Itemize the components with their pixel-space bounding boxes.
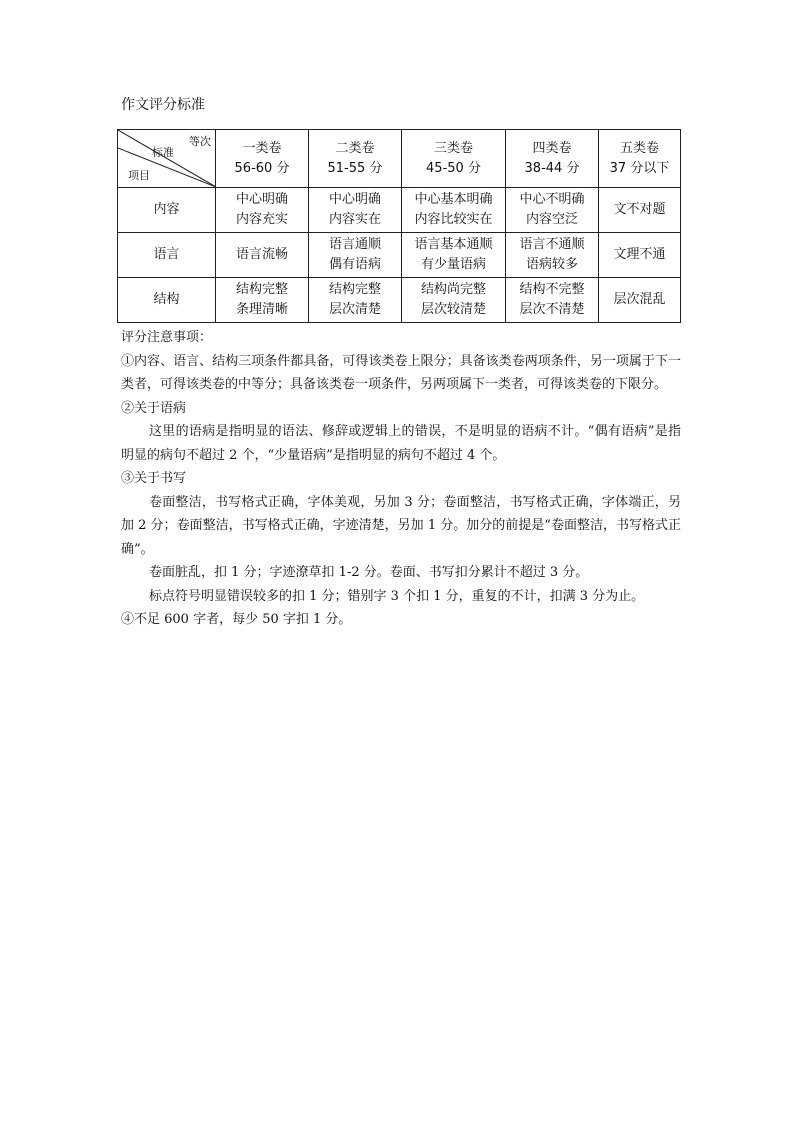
table-row [118, 233, 681, 278]
table-cell: 中心明确 内容实在 [309, 188, 402, 233]
header-row [118, 130, 681, 188]
table-row [118, 278, 681, 323]
note-3-title: ③关于书写 [121, 471, 187, 486]
table-cell: 结构完整 条理清晰 [216, 278, 309, 323]
table-cell: 文不对题 [599, 188, 681, 233]
corner-cell [118, 130, 216, 188]
table-cell: 层次混乱 [599, 278, 681, 323]
note-3-body: 卷面脏乱，扣 1 分；字迹潦草扣 1-2 分。卷面、书写扣分累计不超过 3 分。 [149, 565, 589, 580]
note-3-body: 卷面整洁，书写格式正确，字体美观，另加 3 分；卷面整洁，书写格式正确，字体端正，另加 2 分；卷面整洁，书写格式正确，字迹清楚，另加 1 分。加分的前提是“卷面整洁，书写格式正确”。 [121, 494, 681, 557]
note-4: ④不足 600 字者，每少 50 字扣 1 分。 [121, 612, 352, 627]
grade-header: 一类卷 56-60 分 [216, 130, 309, 188]
scoring-notes [121, 326, 681, 632]
grade-header: 五类卷 37 分以下 [599, 130, 681, 188]
row-item-label: 内容 [118, 188, 216, 233]
corner-label-standard: 标准 [152, 146, 174, 159]
table-cell: 中心基本明确 内容比较实在 [402, 188, 506, 233]
table-cell: 结构尚完整 层次较清楚 [402, 278, 506, 323]
page-title: 作文评分标准 [121, 97, 205, 113]
note-2-body: 这里的语病是指明显的语法、修辞或逻辑上的错误，不是明显的语病不计。“偶有语病”是指明显的病句不超过 2 个，“少量语病”是指明显的病句不超过 4 个。 [121, 424, 681, 463]
table-row [118, 188, 681, 233]
table-cell: 中心不明确 内容空泛 [506, 188, 599, 233]
grade-header: 二类卷 51-55 分 [309, 130, 402, 188]
corner-label-grade: 等次 [189, 135, 211, 148]
table-cell: 文理不通 [599, 233, 681, 278]
note-3-body: 标点符号明显错误较多的扣 1 分；错别字 3 个扣 1 分，重复的不计，扣满 3 分为止。 [149, 588, 645, 604]
row-item-label: 语言 [118, 233, 216, 278]
note-2-title: ②关于语病 [121, 400, 187, 416]
corner-label-item: 项目 [128, 169, 150, 182]
table-cell: 结构不完整 层次不清楚 [506, 278, 599, 323]
notes-heading: 评分注意事项： [121, 330, 213, 345]
grade-header: 四类卷 38-44 分 [506, 130, 599, 188]
table-cell: 语言基本通顺 有少量语病 [402, 233, 506, 278]
table-cell: 语言不通顺 语病较多 [506, 233, 599, 278]
table-cell: 语言流畅 [216, 233, 309, 278]
table-cell: 中心明确 内容充实 [216, 188, 309, 233]
grading-table [117, 129, 681, 323]
table-cell: 结构完整 层次清楚 [309, 278, 402, 323]
grade-header: 三类卷 45-50 分 [402, 130, 506, 188]
row-item-label: 结构 [118, 278, 216, 323]
note-1: ①内容、语言、结构三项条件都具备，可得该类卷上限分；具备该类卷两项条件，另一项属于下一类者，可得该类卷的中等分；具备该类卷一项条件，另两项属下一类者，可得该类卷的下限分。 [121, 353, 681, 392]
table-cell: 语言通顺 偶有语病 [309, 233, 402, 278]
